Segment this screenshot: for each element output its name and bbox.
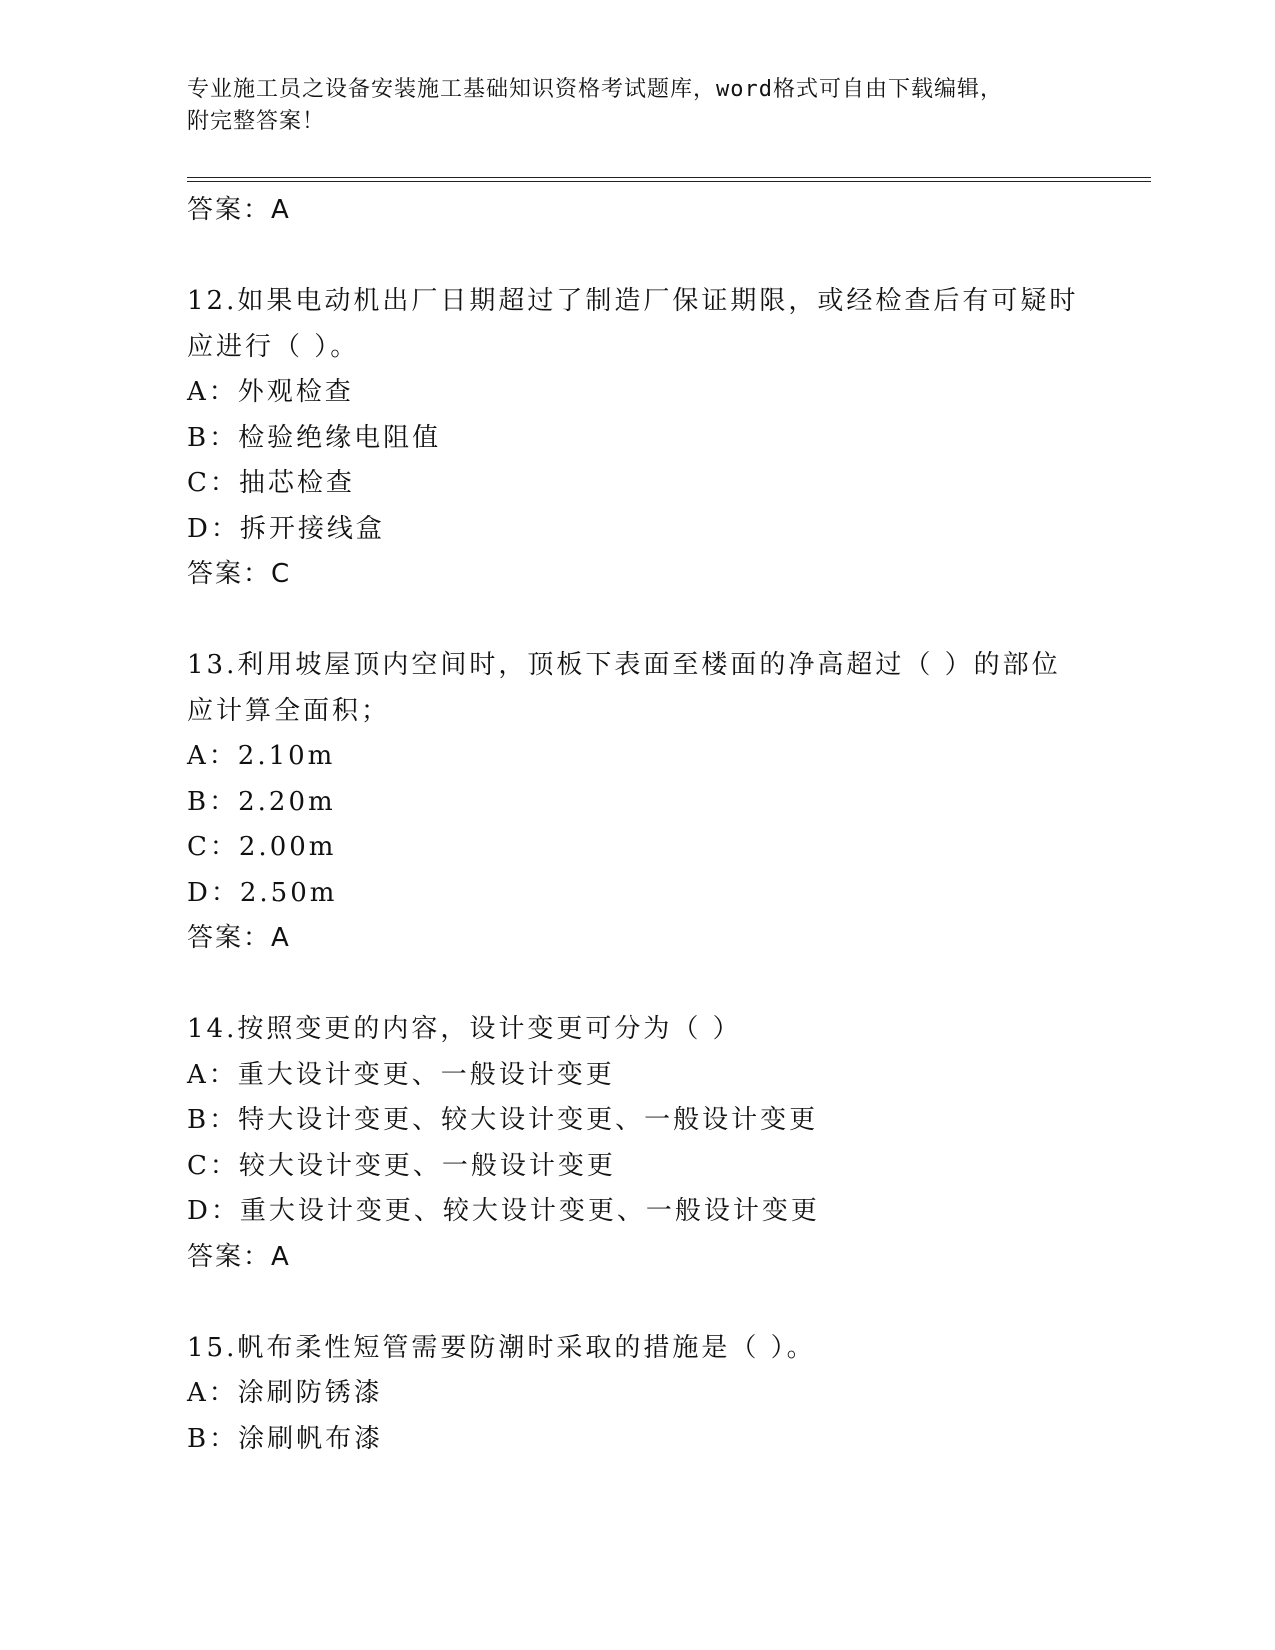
- option-c: C：较大设计变更、一般设计变更: [187, 1150, 616, 1181]
- question-text-continued: 应计算全面积；: [187, 695, 391, 726]
- header-line-1: 专业施工员之设备安装施工基础知识资格考试题库，word格式可自由下载编辑，: [187, 77, 1003, 102]
- answer-line: 答案：A: [187, 923, 291, 953]
- question-text: 15.帆布柔性短管需要防潮时采取的措施是（ ）。: [187, 1332, 816, 1363]
- question-text: 12.如果电动机出厂日期超过了制造厂保证期限，或经检查后有可疑时: [187, 286, 1079, 316]
- option-a: A：2.10m: [187, 741, 336, 771]
- question-14: [187, 1007, 1087, 1280]
- document-header: [187, 74, 1067, 138]
- option-c: C：抽芯检查: [187, 468, 355, 498]
- answer-line: 答案：C: [187, 559, 292, 589]
- option-c: C：2.00m: [187, 832, 337, 862]
- question-text: 14.按照变更的内容，设计变更可分为（ ）: [187, 1014, 742, 1044]
- answer-line: 答案：A: [187, 1241, 291, 1272]
- option-a: A：外观检查: [187, 377, 354, 407]
- option-d: D：拆开接线盒: [187, 513, 385, 544]
- header-line-2: 附完整答案！: [187, 109, 326, 134]
- question-15: [187, 1326, 1087, 1463]
- question-text-continued: 应进行（ ）。: [187, 331, 360, 362]
- option-d: D：重大设计变更、较大设计变更、一般设计变更: [187, 1196, 820, 1226]
- question-13: [187, 643, 1087, 962]
- spacer: [187, 1280, 1087, 1326]
- option-b: B：2.20m: [187, 786, 336, 817]
- answer-line: 答案：A: [187, 195, 291, 225]
- option-b: B：检验绝缘电阻值: [187, 422, 442, 453]
- option-b: B：涂刷帆布漆: [187, 1423, 384, 1454]
- header-divider-top: [187, 177, 1151, 178]
- question-text: 13.利用坡屋顶内空间时，顶板下表面至楼面的净高超过（ ）的部位: [187, 650, 1061, 680]
- spacer: [187, 962, 1087, 1008]
- spacer: [187, 598, 1087, 644]
- document-body: [187, 188, 1087, 1462]
- option-a: A：涂刷防锈漆: [187, 1378, 383, 1408]
- option-b: B：特大设计变更、较大设计变更、一般设计变更: [187, 1105, 819, 1135]
- spacer: [187, 234, 1087, 280]
- option-a: A：重大设计变更、一般设计变更: [187, 1059, 615, 1090]
- header-divider-bottom: [187, 181, 1151, 182]
- question-12: [187, 279, 1087, 598]
- option-d: D：2.50m: [187, 877, 338, 908]
